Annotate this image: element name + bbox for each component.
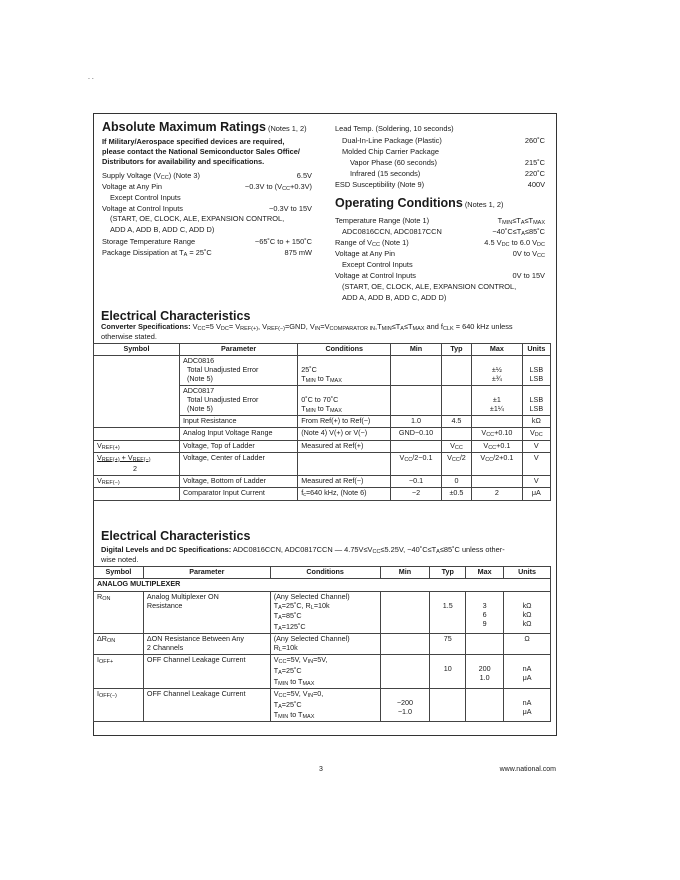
cell: nA μA [504, 655, 551, 689]
cell: LSB LSB [522, 356, 550, 386]
op-range-value: 4.5 $V_{DC}$ to 6.0 $V_{DC}$ [484, 238, 545, 248]
col-units: Units [504, 567, 551, 579]
rating-label: Supply Voltage $(V_{CC})$ (Note 3) [102, 171, 200, 181]
op-except: Except Control Inputs [342, 260, 413, 269]
cell: $V_{REF(+)} + V_{REF(-)}$ 2 [94, 452, 180, 475]
op-temp-label: Temperature Range (Note 1) [335, 216, 430, 225]
lead-label: Infrared (15 seconds) [350, 169, 421, 178]
cell: kΩ kΩ kΩ [504, 591, 551, 634]
cell: −2 [391, 488, 442, 500]
cell: OFF Channel Leakage Current [143, 688, 270, 722]
cell: V [522, 452, 550, 475]
cell: $\Delta R_{ON}$ [94, 634, 144, 655]
rating-value: 875 mW [284, 248, 312, 257]
op-ctrl-line-2: (START, OE, CLOCK, ALE, EXPANSION CONTROL, [342, 282, 517, 291]
rating-label: Package Dissipation at $T_A$ = 25˚C [102, 248, 212, 258]
op-notes: (Notes 1, 2) [464, 200, 504, 209]
cell: ADC0816 Total Unadjusted Error (Note 5) [179, 356, 297, 386]
corner-mark: . . [88, 74, 94, 81]
cell: Comparator Input Current [179, 488, 297, 500]
footer-website: www.national.com [499, 766, 556, 773]
table-row [94, 475, 551, 487]
ec2-conditions-line-2: wise noted. [101, 555, 139, 564]
lead-label: Lead Temp. (Soldering, 10 seconds) [335, 124, 454, 133]
cell: μA [522, 488, 550, 500]
cell: $I_{OFF+}$ [94, 655, 144, 689]
cell: ±0.5 [441, 488, 471, 500]
cell: 4.5 [441, 416, 471, 428]
rating-label: ADD A, ADD B, ADD C, ADD D) [110, 225, 215, 234]
col-typ: Typ [441, 344, 471, 356]
military-line-3: Distributors for availability and specifications. [102, 157, 265, 166]
col-symbol: Symbol [94, 567, 144, 579]
cell: Measured at Ref(+) [298, 440, 391, 452]
col-units: Units [522, 344, 550, 356]
op-heading [335, 196, 503, 212]
cell: ±½ ±¾ [472, 356, 523, 386]
col-min: Min [391, 344, 442, 356]
lead-value: 215˚C [524, 158, 545, 167]
rating-value: −0.3V to $(V_{CC}+0.3V)$ [244, 182, 312, 192]
ec1-title: Electrical Characteristics [101, 309, 251, 323]
cell: $V_{REF(-)}$ [94, 475, 180, 487]
military-line-2: please contact the National Semiconductor Sales Office/ [102, 147, 300, 156]
table-header-row [94, 567, 551, 579]
ec1-conditions-line-2: otherwise stated. [101, 332, 157, 341]
lead-value: 260˚C [524, 136, 545, 145]
page-number: 3 [319, 766, 323, 773]
cell: $V_{CC}/2$ [441, 452, 471, 475]
amr-notes: (Notes 1, 2) [267, 124, 307, 133]
cell: Ω [504, 634, 551, 655]
cell: GND−0.10 [391, 428, 442, 440]
cell: Voltage, Bottom of Ladder [179, 475, 297, 487]
cell: 75 [430, 634, 466, 655]
table-row [94, 428, 551, 440]
cell: (Note 4) V(+) or V(−) [298, 428, 391, 440]
col-symbol: Symbol [94, 344, 180, 356]
cell: −200 −1.0 [380, 688, 430, 722]
rating-value: 6.5V [296, 171, 312, 180]
ec1-conditions: Converter Specifications: $V_{CC}=5$ $V_{DC}= V_{REF(+)}$, $V_{REF(-)}=GND$, $V_{IN}=V_{COMPARATOR IN},T_{MIN}\le T_A\le T_{MAX}$ and $f_{CLK} = 640$ kHz unless [101, 322, 513, 332]
cell: $I_{OFF(-)}$ [94, 688, 144, 722]
cell: $V_{CC}$ [441, 440, 471, 452]
cell: ΔON Resistance Between Any 2 Channels [143, 634, 270, 655]
ec2-conditions: Digital Levels and DC Specifications: ADC0816CCN, ADC0817CCN — $4.75V\le V_{CC}\le 5.25V$, $-40˚C\le T_A\le 85˚C$ unless other- [101, 545, 505, 555]
cell: (Any Selected Channel) $T_A=25˚C$, $R_L=10k$ $T_A=85˚C$ $T_A=125˚C$ [270, 591, 380, 634]
table-header-row [94, 344, 551, 356]
rating-value: −0.3V to 15V [269, 204, 312, 213]
cell: Voltage, Center of Ladder [179, 452, 297, 475]
lead-label: Molded Chip Carrier Package [342, 147, 439, 156]
cell: Voltage, Top of Ladder [179, 440, 297, 452]
op-parts-value: $-40˚C\le T_A\le 85˚C$ [492, 227, 545, 237]
cell: ±1 ±1¼ [472, 386, 523, 416]
cell: 1.5 [430, 591, 466, 634]
military-line-1: If Military/Aerospace specified devices are required, [102, 137, 285, 146]
cell: Analog Multiplexer ON Resistance [143, 591, 270, 634]
table-row [94, 440, 551, 452]
op-ctrl-value: 0V to 15V [512, 271, 545, 280]
cell: 25˚C $T_{MIN}$ to $T_{MAX}$ [298, 356, 391, 386]
cell: $f_c=640$ kHz, (Note 6) [298, 488, 391, 500]
op-ctrl-label: Voltage at Control Inputs [335, 271, 416, 280]
rating-label: Voltage at Control Inputs [102, 204, 183, 213]
cell: 2 [472, 488, 523, 500]
cell: From Ref(+) to Ref(−) [298, 416, 391, 428]
col-max: Max [472, 344, 523, 356]
cell: LSB LSB [522, 386, 550, 416]
amr-title: Absolute Maximum Ratings [102, 120, 266, 134]
cell: Analog Input Voltage Range [179, 428, 297, 440]
col-conditions: Conditions [270, 567, 380, 579]
lead-label: Dual-In-Line Package (Plastic) [342, 136, 442, 145]
cell: (Any Selected Channel) $R_L=10k$ [270, 634, 380, 655]
lead-value: 400V [527, 180, 545, 189]
cell: V [522, 440, 550, 452]
ec1-table [93, 343, 551, 501]
cell: Input Resistance [179, 416, 297, 428]
col-parameter: Parameter [179, 344, 297, 356]
cell: 3 6 9 [466, 591, 504, 634]
col-conditions: Conditions [298, 344, 391, 356]
cell: 200 1.0 [466, 655, 504, 689]
table-row [94, 591, 551, 634]
table-row [94, 356, 551, 386]
lead-label: Vapor Phase (60 seconds) [350, 158, 437, 167]
op-ctrl-line-3: ADD A, ADD B, ADD C, ADD D) [342, 293, 447, 302]
col-min: Min [380, 567, 430, 579]
lead-value: 220˚C [524, 169, 545, 178]
rating-value: −65˚C to + 150˚C [254, 237, 312, 246]
cell: V [522, 475, 550, 487]
cell: −0.1 [391, 475, 442, 487]
cell: $V_{REF(+)}$ [94, 440, 180, 452]
op-parts-label: ADC0816CCN, ADC0817CCN [342, 227, 442, 236]
op-anypin-label: Voltage at Any Pin [335, 249, 395, 258]
rating-label: (START, OE, CLOCK, ALE, EXPANSION CONTROL, [110, 214, 285, 223]
section-row [94, 579, 551, 591]
cell: 1.0 [391, 416, 442, 428]
cell: $V_{CC}+0.10$ [472, 428, 523, 440]
cell: $V_{CC}/2-0.1$ [391, 452, 442, 475]
cell: Measured at Ref(−) [298, 475, 391, 487]
table-row [94, 488, 551, 500]
rating-label: Except Control Inputs [110, 193, 181, 202]
cell: 10 [430, 655, 466, 689]
cell: $V_{CC}=5V$, $V_{IN}=5V$, $T_A=25˚C$ $T_{MIN}$ to $T_{MAX}$ [270, 655, 380, 689]
cell: $V_{DC}$ [522, 428, 550, 440]
table-row [94, 452, 551, 475]
op-title: Operating Conditions [335, 196, 463, 210]
col-typ: Typ [430, 567, 466, 579]
cell: $V_{CC}=5V$, $V_{IN}=0$, $T_A=25˚C$ $T_{MIN}$ to $T_{MAX}$ [270, 688, 380, 722]
cell: $R_{ON}$ [94, 591, 144, 634]
section-label: ANALOG MULTIPLEXER [94, 579, 551, 591]
op-temp-value: $T_{MIN}\le T_A\le T_{MAX}$ [497, 216, 545, 226]
table-row [94, 634, 551, 655]
ec2-title: Electrical Characteristics [101, 529, 251, 543]
cell: nA μA [504, 688, 551, 722]
cell: 0 [441, 475, 471, 487]
cell: $V_{CC}/2+0.1$ [472, 452, 523, 475]
cell: $V_{CC}+0.1$ [472, 440, 523, 452]
col-max: Max [466, 567, 504, 579]
op-range-label: Range of $V_{CC}$ (Note 1) [335, 238, 409, 248]
cell: OFF Channel Leakage Current [143, 655, 270, 689]
op-anypin-value: 0V to $V_{CC}$ [512, 249, 545, 259]
col-parameter: Parameter [143, 567, 270, 579]
cell: kΩ [522, 416, 550, 428]
lead-label: ESD Susceptibility (Note 9) [335, 180, 425, 189]
cell: 0˚C to 70˚C $T_{MIN}$ to $T_{MAX}$ [298, 386, 391, 416]
table-row [94, 688, 551, 722]
ec2-table [93, 566, 551, 722]
amr-heading [102, 120, 307, 136]
table-row [94, 655, 551, 689]
cell: ADC0817 Total Unadjusted Error (Note 5) [179, 386, 297, 416]
rating-label: Voltage at Any Pin [102, 182, 162, 191]
rating-label: Storage Temperature Range [102, 237, 196, 246]
